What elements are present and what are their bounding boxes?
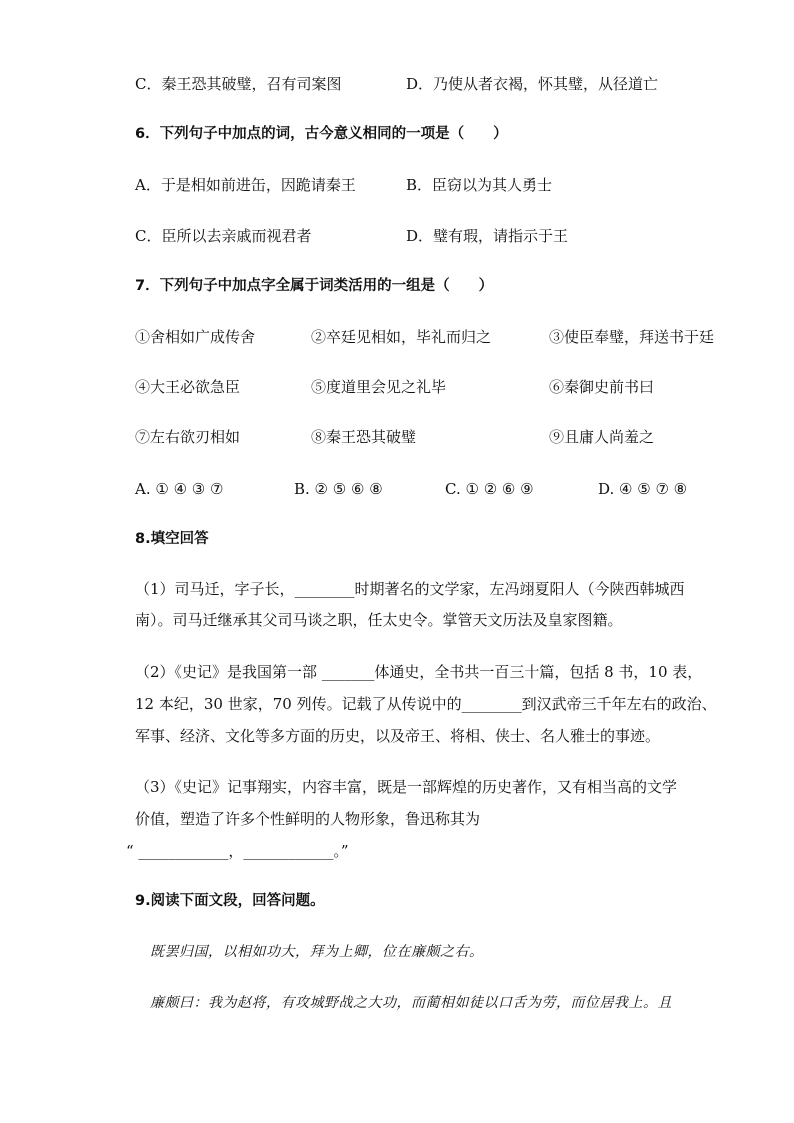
q7-option-b: B. ② ⑤ ⑥ ⑧ — [294, 480, 383, 498]
q5-option-c: C．秦王恐其破璧，召有司案图 — [135, 75, 342, 93]
q8-para3-line2: 价值，塑造了许多个性鲜明的人物形象，鲁迅称其为 — [135, 810, 481, 828]
q7-option-c: C. ① ② ⑥ ⑨ — [445, 480, 534, 498]
q7-item: ⑧秦王恐其破璧 — [311, 428, 417, 446]
q7-item: ⑦左右欲刃相如 — [135, 428, 241, 446]
q6-option-a: A．于是相如前进缶，因跪请秦王 — [135, 176, 356, 194]
q9-passage-line1: 既罢归国，以相如功大，拜为上卿，位在廉颇之右。 — [150, 944, 484, 960]
q6-title: 6．下列句子中加点的词，古今意义相同的一项是（ ） — [135, 126, 508, 142]
q9-title: 9.阅读下面文段，回答问题。 — [135, 893, 325, 909]
q8-title: 8.填空回答 — [135, 531, 209, 547]
q7-option-d: D. ④ ⑤ ⑦ ⑧ — [598, 480, 688, 498]
q6-option-d: D．璧有瑕，请指示于王 — [406, 227, 569, 245]
q7-title: 7．下列句子中加点字全属于词类活用的一组是（ ） — [135, 278, 494, 294]
q8-para3-line1: （3）《史记》记事翔实，内容丰富，既是一部辉煌的历史著作，又有相当高的文学 — [135, 778, 678, 796]
q9-passage-line2: 廉颇曰：我为赵将，有攻城野战之大功，而蔺相如徒以口舌为劳，而位居我上。且 — [150, 995, 672, 1011]
q6-option-b: B．臣窃以为其人勇士 — [406, 176, 553, 194]
q7-item: ③使臣奉璧，拜送书于廷 — [549, 328, 715, 346]
q7-item: ①舍相如广成传舍 — [135, 328, 256, 346]
q8-para1-line1: （1）司马迁，字子长，________时期著名的文学家，左冯翊夏阳人（今陕西韩城西 — [135, 580, 685, 598]
q7-item: ⑨且庸人尚羞之 — [549, 428, 655, 446]
q8-para2-line1: （2）《史记》是我国第一部 _______体通史，全书共一百三十篇，包括 8 书，10 表， — [135, 663, 703, 681]
q7-option-a: A. ① ④ ③ ⑦ — [135, 480, 224, 498]
q8-para2-line2: 12 本纪，30 世家，70 列传。记载了从传说中的________到汉武帝三千年左右的政治、 — [135, 695, 717, 713]
q7-item: ⑥秦御史前书曰 — [549, 378, 655, 396]
q8-para3-line3: “ ____________，____________。” — [126, 842, 349, 860]
q7-item: ②卒廷见相如，毕礼而归之 — [311, 328, 492, 346]
q8-para1-line2: 南）。司马迁继承其父司马谈之职，任太史令。掌管天文历法及皇家图籍。 — [135, 611, 623, 629]
q5-option-d: D．乃使从者衣褐，怀其璧，从径道亡 — [406, 75, 659, 93]
q6-option-c: C．臣所以去亲戚而视君者 — [135, 227, 312, 245]
q8-para2-line3: 军事、经济、文化等多方面的历史，以及帝王、将相、侠士、名人雅士的事迹。 — [135, 727, 661, 745]
q7-item: ④大王必欲急臣 — [135, 378, 241, 396]
q7-item: ⑤度道里会见之礼毕 — [311, 378, 447, 396]
